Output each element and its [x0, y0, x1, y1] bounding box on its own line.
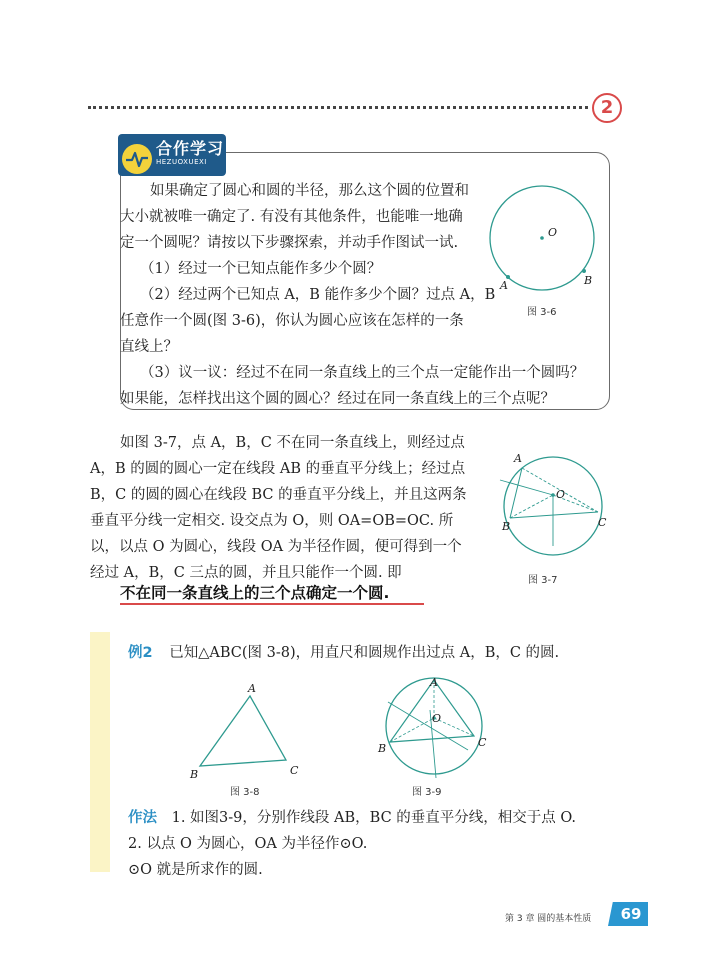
- coop-question-1: （1）经过一个已知点能作多少个圆？: [140, 261, 382, 277]
- figure-3-6-label-a: A: [500, 279, 508, 292]
- example-2-label: 例2: [128, 645, 153, 661]
- figure-3-7-label-c: C: [598, 516, 607, 529]
- explanation-line-3: B，C 的圆的圆心在线段 BC 的垂直平分线上，并且这两条: [90, 487, 467, 503]
- figure-3-6-caption: 图 3-6: [527, 307, 557, 318]
- figure-3-7-label-a: A: [514, 452, 522, 465]
- coop-question-2-line-3: 直线上？: [120, 339, 178, 355]
- figure-3-9-label-c: C: [478, 736, 487, 749]
- example-2-statement: 已知△ABC(图 3-8)，用直尺和圆规作出过点 A，B，C 的圆.: [169, 645, 560, 661]
- section-number-badge: 2: [592, 93, 622, 123]
- conclusion-underline: [120, 603, 424, 605]
- page-number: 69: [620, 905, 642, 923]
- coop-learning-title: 合作学习: [156, 139, 225, 158]
- explanation-line-5: 以，以点 O 为圆心，线段 OA 为半径作圆，便可得到一个: [90, 539, 462, 555]
- figure-3-9-label-a: A: [430, 676, 438, 689]
- conclusion-theorem: 不在同一条直线上的三个点确定一个圆.: [120, 584, 390, 602]
- figure-3-7: [496, 448, 616, 568]
- coop-paragraph-line-3: 定一个圆呢？请按以下步骤探索，并动手作图试一试.: [120, 235, 459, 251]
- footer-chapter-title: 第 3 章 圆的基本性质: [505, 914, 592, 924]
- figure-3-9-label-b: B: [378, 742, 387, 755]
- example-2-header: [128, 640, 559, 666]
- figure-3-6: [480, 180, 610, 320]
- figure-3-9-label-o: O: [432, 712, 442, 725]
- method-step-1: [128, 805, 576, 831]
- header-dotted-rule: [88, 106, 588, 109]
- coop-question-2-line-2: 任意作一个圆(图 3-6)，你认为圆心应该在怎样的一条: [120, 313, 464, 329]
- figure-3-8: [186, 680, 306, 790]
- method-label: 作法: [128, 810, 157, 826]
- figure-3-7-label-o: O: [556, 488, 566, 501]
- example-side-panel: [90, 632, 110, 872]
- method-conclusion: ⊙O 就是所求作的圆.: [128, 862, 263, 878]
- method-step-1-text: 1. 如图3-9，分别作线段 AB，BC 的垂直平分线，相交于点 O.: [171, 810, 577, 826]
- figure-3-8-label-a: A: [248, 682, 256, 695]
- coop-paragraph-line-2: 大小就被唯一确定了. 有没有其他条件，也能唯一地确: [120, 209, 463, 225]
- figure-3-8-caption: 图 3-8: [230, 787, 260, 798]
- figure-3-6-label-b: B: [584, 274, 593, 287]
- coop-question-2-line-1: （2）经过两个已知点 A，B 能作多少个圆？过点 A，B: [140, 287, 496, 303]
- explanation-line-6: 经过 A，B，C 三点的圆，并且只能作一个圆. 即: [90, 565, 402, 581]
- figure-3-8-label-b: B: [190, 768, 199, 781]
- coop-question-3-line-2: 如果能，怎样找出这个圆的圆心？经过在同一条直线上的三个点呢？: [120, 391, 555, 407]
- coop-paragraph-line-1: 如果确定了圆心和圆的半径，那么这个圆的位置和: [150, 183, 469, 199]
- figure-3-6-label-o: O: [548, 226, 558, 239]
- coop-learning-subtitle: HEZUOXUEXI: [156, 158, 207, 166]
- figure-3-7-caption: 图 3-7: [528, 575, 558, 586]
- explanation-line-4: 垂直平分线一定相交. 设交点为 O，则 OA=OB=OC. 所: [90, 513, 454, 529]
- explanation-line-2: A，B 的圆的圆心一定在线段 AB 的垂直平分线上；经过点: [90, 461, 466, 477]
- figure-3-9: [374, 676, 494, 786]
- figure-3-8-label-c: C: [290, 764, 299, 777]
- method-step-2: 2. 以点 O 为圆心，OA 为半径作⊙O.: [128, 836, 368, 852]
- coop-question-3-line-1: （3）议一议：经过不在同一条直线上的三个点一定能作出一个圆吗？: [140, 365, 585, 381]
- explanation-line-1: 如图 3-7，点 A，B，C 不在同一条直线上，则经过点: [120, 435, 465, 451]
- pulse-icon: [122, 144, 152, 174]
- figure-3-9-caption: 图 3-9: [412, 787, 442, 798]
- figure-3-7-label-b: B: [502, 520, 511, 533]
